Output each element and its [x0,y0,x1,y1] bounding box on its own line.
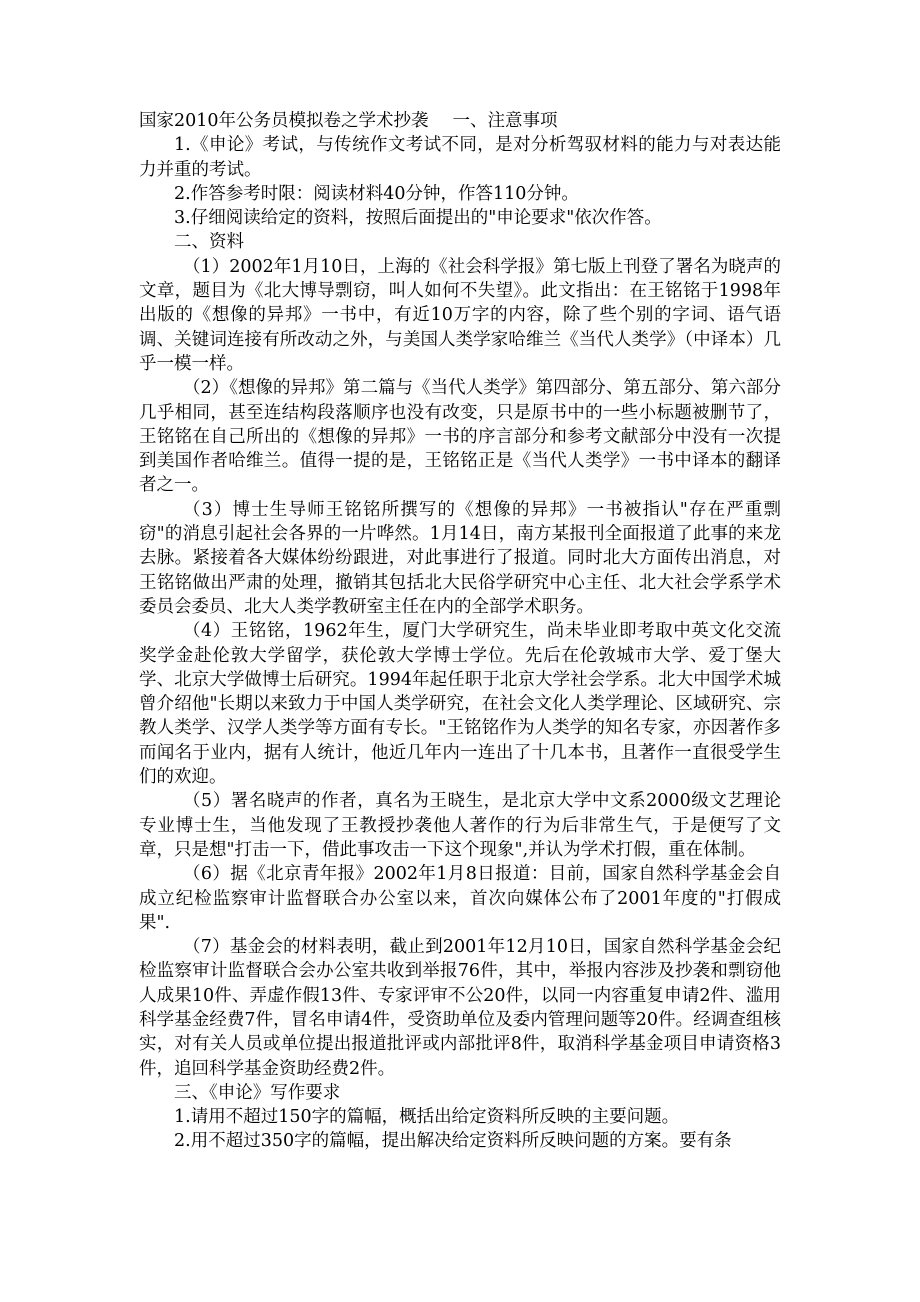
requirement-paragraph: 1.请用不超过150字的篇幅，概括出给定资料所反映的主要问题。 [174,1107,680,1128]
document-page [139,109,781,1154]
material-paragraph: （5）署名晓声的作者，真名为王晓生，是北京大学中文系2000级文艺理论专业博士生，当他发现了王教授抄袭他人著作的行为后非常生气，于是便写了文章，只是想"打击一下，借此事攻击一下这个现象",并认为学术打假，重在体制。 [139,791,781,860]
note-paragraph: 2.作答参考时限：阅读材料40分钟，作答110分钟。 [174,183,579,204]
material-paragraph: （4）王铭铭，1962年生，厦门大学研究生，尚未毕业即考取中英文化交流奖学金赴伦敦大学留学，获伦敦大学博士学位。先后在伦敦城市大学、爱丁堡大学、北京大学做博士后研究。1994年起任职于北京大学社会学系。北大中国学术城曾介绍他"长期以来致力于中国人类学研究，在社会文化人类学理论、区域研究、宗教人类学、汉学人类学等方面有专长。"王铭铭作为人类学的知名专家，亦因著作多而闻名于业内，据有人统计，他近几年内一连出了十几本书，且著作一直很受学生们的欢迎。 [139,621,781,788]
material-paragraph: （6）据《北京青年报》2002年1月8日报道：目前，国家自然科学基金会自成立纪检监察审计监督联合办公室以来，首次向媒体公布了2001年度的"打假成果". [139,864,781,933]
section-heading-notes: 一、注意事项 [452,111,558,131]
material-paragraph: （2）《想像的异邦》第二篇与《当代人类学》第四部分、第五部分、第六部分几乎相同，甚至连结构段落顺序也没有改变，只是原书中的一些小标题被删节了，王铭铭在自己所出的《想像的异邦》一书的序言部分和参考文献部分中没有一次提到美国作者哈维兰。值得一提的是，王铭铭正是《当代人类学》一书中译本的翻译者之一。 [139,378,781,496]
section-heading-materials: 二、资料 [174,232,244,253]
document-title: 国家2010年公务员模拟卷之学术抄袭 [139,111,429,131]
requirement-paragraph: 2.用不超过350字的篇幅，提出解决给定资料所反映问题的方案。要有条 [174,1131,732,1152]
material-paragraph: （3）博士生导师王铭铭所撰写的《想像的异邦》一书被指认"存在严重剽窃"的消息引起社会各界的一片哗然。1月14日，南方某报刊全面报道了此事的来龙去脉。紧接着各大媒体纷纷跟进，对此事进行了报道。同时北大方面传出消息，对王铭铭做出严肃的处理，撤销其包括北大民俗学研究中心主任、北大社会学系学术委员会委员、北大人类学教研室主任在内的全部学术职务。 [139,499,781,617]
note-paragraph: 3.仔细阅读给定的资料，按照后面提出的"申论要求"依次作答。 [174,208,662,229]
material-paragraph: （7）基金会的材料表明，截止到2001年12月10日，国家自然科学基金会纪检监察审计监督联合会办公室共收到举报76件，其中，举报内容涉及抄袭和剽窃他人成果10件、弄虚作假13件、专家评审不公20件，以同一内容重复申请2件、滥用科学基金经费7件，冒名申请4件，受资助单位及委内管理问题等20件。经调查组核实，对有关人员或单位提出报道批评或内部批评8件，取消科学基金项目申请资格3件，追回科学基金资助经费2件。 [139,937,781,1079]
note-paragraph: 1.《申论》考试，与传统作文考试不同，是对分析驾驭材料的能力与对表达能力并重的考试。 [139,135,781,180]
title-line [139,109,781,133]
section-heading-requirements: 三、《申论》写作要求 [174,1082,341,1103]
material-paragraph: （1）2002年1月10日，上海的《社会科学报》第七版上刊登了署名为晓声的文章，题目为《北大博导剽窃，叫人如何不失望》。此文指出：在王铭铭于1998年出版的《想像的异邦》一书中，有近10万字的内容，除了些个别的字词、语气语调、关键词连接有所改动之外，与美国人类学家哈维兰《当代人类学》（中译本）几乎一模一样。 [139,256,781,374]
